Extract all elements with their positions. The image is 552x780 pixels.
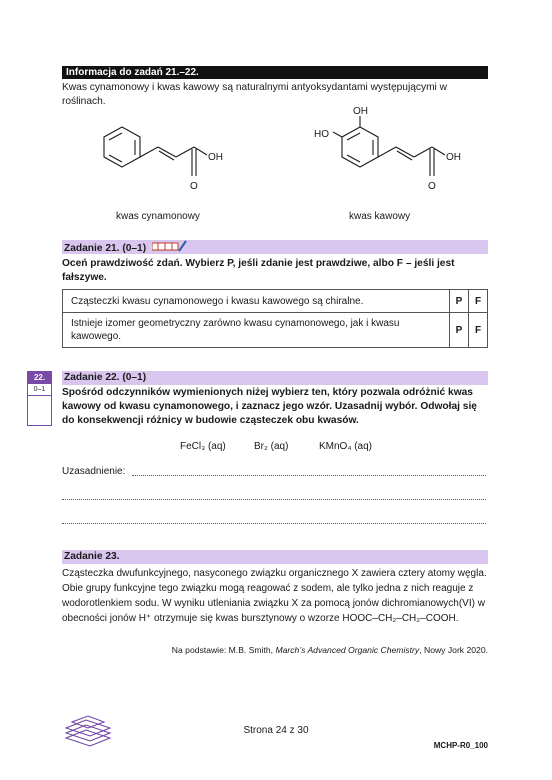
true-false-table [62, 289, 488, 348]
cinnamic-oh-label: OH [208, 152, 223, 163]
task-22-header: Zadanie 22. (0–1) [62, 371, 488, 385]
document-code: MCHP-R0_100 [433, 741, 488, 750]
reagent-br2[interactable]: Br₂ (aq) [254, 441, 289, 452]
reagent-fecl3[interactable]: FeCl₃ (aq) [180, 441, 226, 452]
table-row [63, 313, 488, 348]
answer-line-1[interactable] [132, 466, 486, 476]
caffeic-ho-label: HO [314, 129, 329, 140]
reagent-kmno4[interactable]: KMnO₄ (aq) [319, 441, 372, 452]
answer-line-2[interactable] [62, 490, 486, 500]
intro-text: Kwas cynamonowy i kwas kawowy są naturalnymi antyoksydantami występującymi w roślinach. [62, 82, 448, 107]
source-citation [172, 645, 488, 655]
source-suffix: , Nowy Jork 2020. [419, 645, 488, 655]
cinnamic-acid-name: kwas cynamonowy [116, 211, 200, 222]
info-header: Informacja do zadań 21.–22. [62, 66, 488, 79]
page-number: Strona 24 z 30 [243, 725, 309, 736]
task-23-text: Cząsteczka dwufunkcyjnego, nasyconego związku organicznego X zawiera cztery atomy węgla. Obie grupy funkcyjne tego związku mogą reagować z sodem, ale tylko jedna z nich reaguje z wodorotlenkiem sodu. W wyniku utleniania związku X za pomocą jonów dichromianowych(VI) w obecności jonów H⁺ otrzymuje się kwas bursztynowy o wzorze HOOC–CH₂–CH₂–COOH. [62, 568, 487, 624]
caffeic-acid-name: kwas kawowy [349, 211, 411, 222]
caffeic-o-label: O [428, 181, 436, 192]
caffeic-acid-structure [333, 116, 445, 176]
option-f-2[interactable]: F [469, 313, 488, 348]
pencil-icon [152, 240, 188, 257]
option-f-1[interactable]: F [469, 290, 488, 313]
score-number: 22. [28, 372, 51, 384]
task-21-title: Zadanie 21. (0–1) [64, 243, 147, 255]
source-prefix: Na podstawie: M.B. Smith, [171, 645, 276, 655]
molecules-figure [0, 0, 552, 240]
score-range: 0–1 [28, 384, 51, 396]
option-p-2[interactable]: P [450, 313, 469, 348]
source-title: March’s Advanced Organic Chemistry [275, 645, 420, 655]
caffeic-oh-top-label: OH [353, 106, 368, 117]
caffeic-oh-label: OH [446, 152, 461, 163]
cinnamic-o-label: O [190, 181, 198, 192]
statement-2: Istnieje izomer geometryczny zarówno kwasu cynamonowego, jak i kwasu kawowego. [63, 313, 450, 348]
task-23-header: Zadanie 23. [62, 550, 488, 564]
task-21-instruction: Oceń prawdziwość zdań. Wybierz P, jeśli zdanie jest prawdziwe, albo F – jeśli jest fałszywe. [62, 258, 455, 283]
task-21-header [62, 240, 488, 254]
statement-1: Cząsteczki kwasu cynamonowego i kwasu kawowego są chiralne. [63, 290, 450, 313]
option-p-1[interactable]: P [450, 290, 469, 313]
table-row [63, 290, 488, 313]
justification-label: Uzasadnienie: [62, 466, 126, 477]
task-22-instruction: Spośród odczynników wymienionych niżej wybierz ten, który pozwala odróżnić kwas kawowy od kwasu cynamonowego, i zaznacz jego wzór. Uzasadnij wybór. Odwołaj się do konsekwencji różnicy w budowie cząsteczek obu kwasów. [62, 387, 477, 426]
answer-line-3[interactable] [62, 514, 486, 524]
cinnamic-acid-structure [104, 127, 207, 176]
